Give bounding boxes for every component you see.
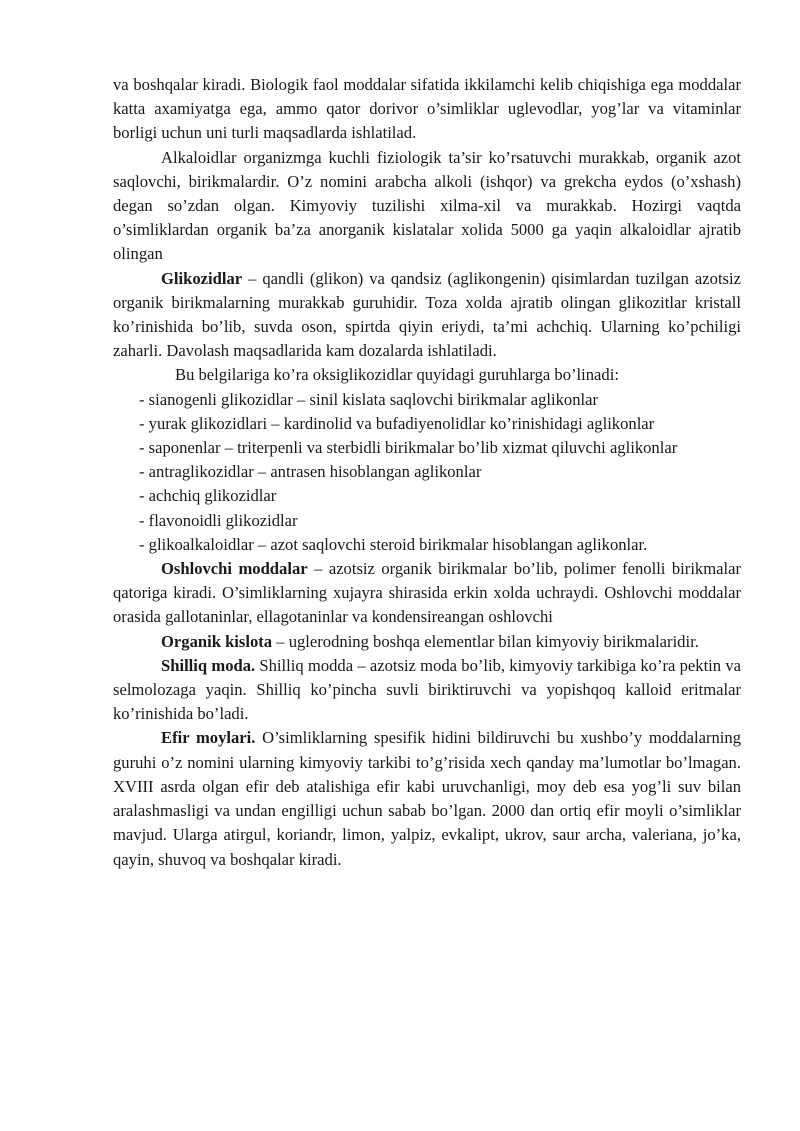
term-tannins: Oshlovchi moddalar <box>161 559 308 579</box>
list-item: - glikoalkaloidlar – azot saqlovchi steroid birikmalar hisoblangan aglikonlar. <box>139 534 648 554</box>
tannins-text: – azotsiz organik birikmalar bo’lib, polimer fenolli birikmalar qatoriga kiradi. O’simliklarning xujayra shirasida erkin xolda uchraydi. Oshlovchi moddalar orasida gallotaninlar, ellagotaninlar va kondensireangan oshlovchi <box>113 559 741 627</box>
term-organic-acid: Organik kislota <box>161 631 273 651</box>
organic-acid-text: – uglerodning boshqa elementlar bilan kimyoviy birikmalaridir. <box>272 631 699 651</box>
paragraph-mucilage <box>113 654 741 727</box>
paragraph-alkaloids: Alkaloidlar organizmga kuchli fiziologik ta’sir ko’rsatuvchi murakkab, organik azot saqlovchi, birikmalardir. O’z nomini arabcha alkoli (ishqor) va grekcha eydos (o’xshash) degan so’zdan olgan. Kimyoviy tuzilishi xilma-xil va murakkab. Hozirgi vaqtda o’simliklardan organik ba’za anorganik kislatalar xolida 5000 ga yaqin alkaloidlar ajratib olingan <box>113 147 741 264</box>
paragraph-essential-oils <box>113 726 741 871</box>
paragraph-classification: Bu belgilariga ko’ra oksiglikozidlar quyidagi guruhlarga bo’linadi: <box>175 365 619 385</box>
term-mucilage: Shilliq moda. <box>161 655 256 675</box>
list-item: - sianogenli glikozidlar – sinil kislata saqlovchi birikmalar aglikonlar <box>139 389 598 409</box>
essential-oils-text: O’simliklarning spesifik hidini bildiruvchi bu xushbo’y moddalarning guruhi o’z nomini ularning kimyoviy tarkibi to’g’risida xech qanday ma’lumotlar bo’lmagan. XVIII asrda olgan efir deb atalishiga efir kabi uruvchanligi, moy deb esa yog’li suv bilan aralashmasligi va undan engilligi uchun sabab bo’lgan. 2000 dan ortiq efir moyli o’simliklar mavjud. Ularga atirgul, koriandr, limon, yalpiz, evkalipt, ukrov, saur archa, valeriana, jo’ka, qayin, shuvoq va boshqalar kiradi. <box>113 728 741 869</box>
glycoside-groups-list <box>113 388 741 557</box>
mucilage-text: Shilliq modda – azotsiz moda bo’lib, kimyoviy tarkibiga ko’ra pektin va selmolozaga yaqin. Shilliq ko’pincha suvli biriktiruvchi va yopishqoq kalloid eritmalar ko’rinishida bo’ladi. <box>113 655 741 724</box>
list-item: - yurak glikozidlari – kardinolid va bufadiyenolidlar ko’rinishidagi aglikonlar <box>139 413 655 433</box>
term-glycosides: Glikozidlar <box>161 268 243 288</box>
glycosides-text: – qandli (glikon) va qandsiz (aglikongenin) qisimlardan tuzilgan azotsiz organik birikmalarning murakkab guruhidir. Toza xolda ajratib olingan glikozitlar kristall ko’rinishida bo’lib, suvda oson, spirtda qiyin eriydi, ta’mi achchiq. Ularning ko’pchiligi zaharli. Davolash maqsadlarida kam dozalarda ishlatiladi. <box>113 268 741 361</box>
paragraph-organic-acid <box>113 630 741 654</box>
list-item: - antraglikozidlar – antrasen hisoblangan aglikonlar <box>139 462 482 482</box>
paragraph-glycosides <box>113 267 741 364</box>
paragraph-tannins <box>113 557 741 630</box>
list-item: - saponenlar – triterpenli va sterbidli birikmalar bo’lib xizmat qiluvchi aglikonlar <box>139 438 678 458</box>
list-item: - flavonoidli glikozidlar <box>139 510 298 530</box>
term-essential-oils: Efir moylari. <box>161 728 256 748</box>
list-item: - achchiq glikozidlar <box>139 486 277 506</box>
paragraph-intro: va boshqalar kiradi. Biologik faol moddalar sifatida ikkilamchi kelib chiqishiga ega moddalar katta axamiyatga ega, ammo qator dorivor o’simliklar uglevodlar, yog’lar va vitaminlar borligi uchun uni turli maqsadlarda ishlatilad. <box>113 75 741 143</box>
document-page <box>113 73 741 872</box>
